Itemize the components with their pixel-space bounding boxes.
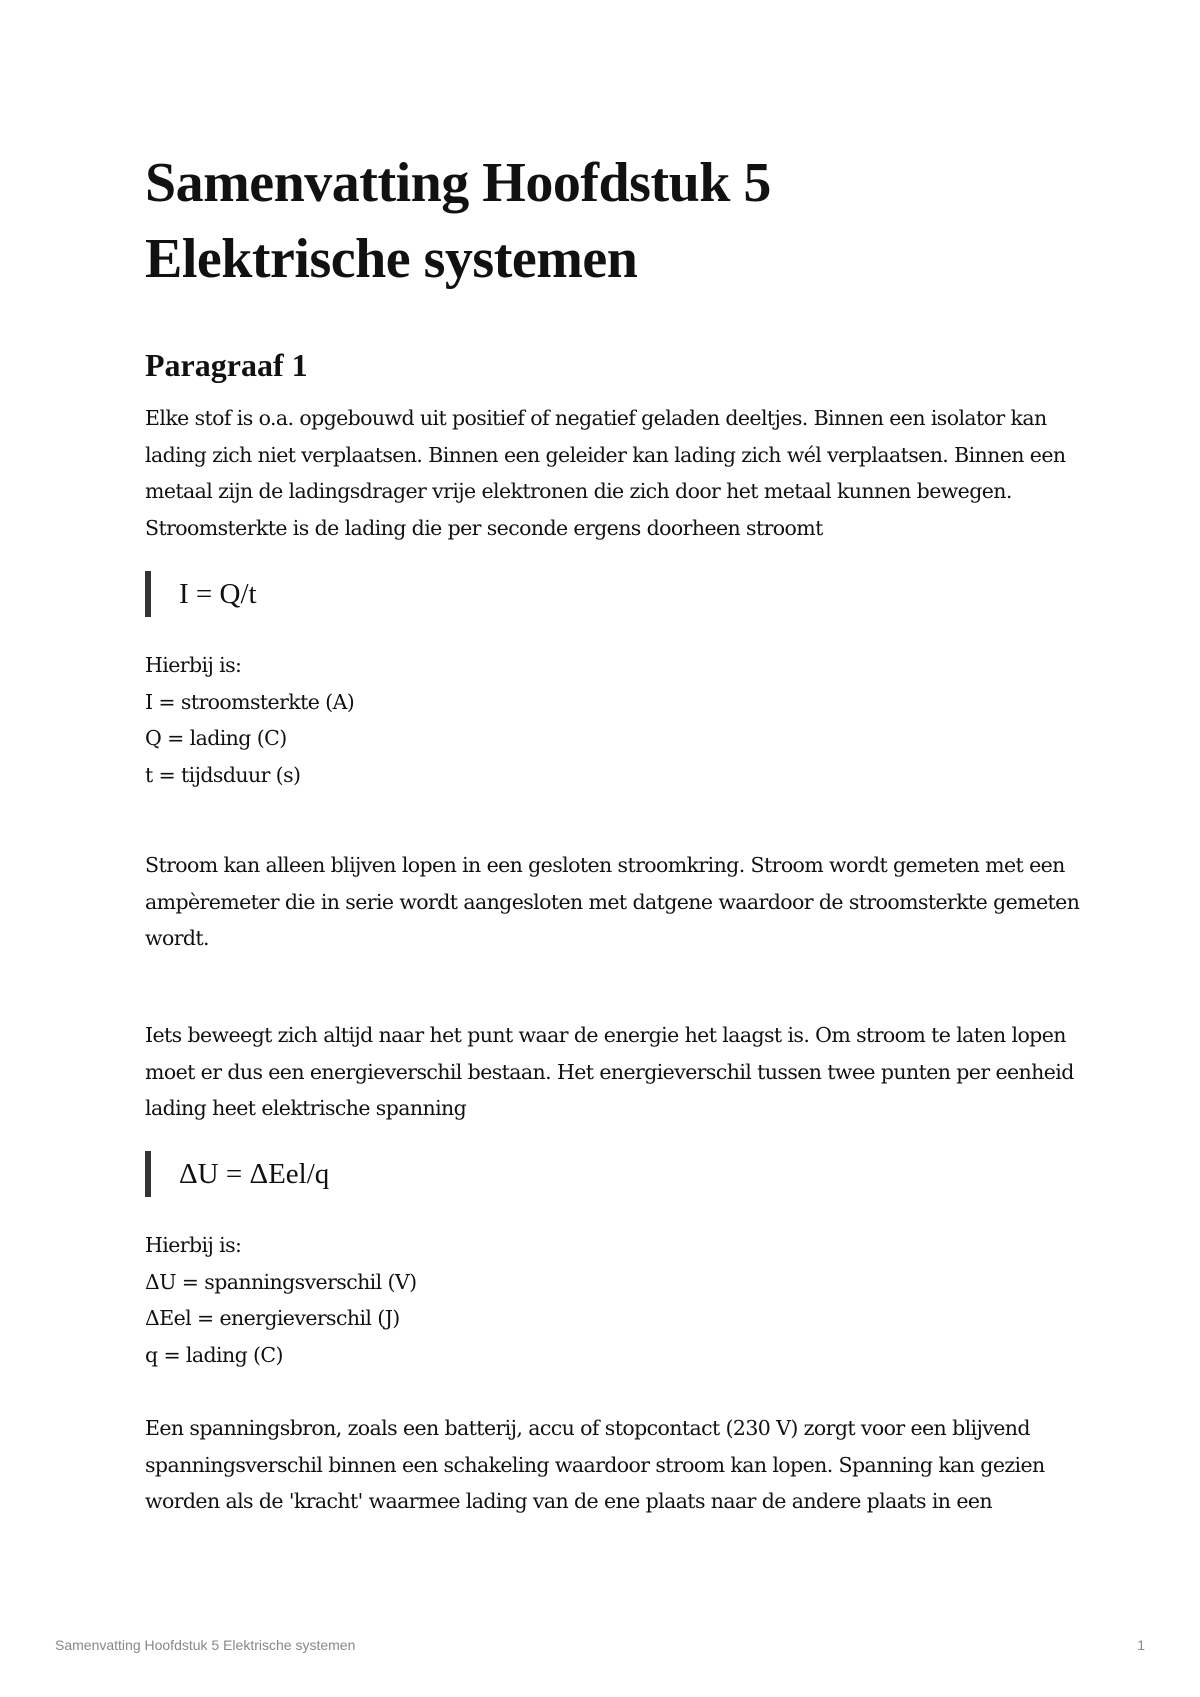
text-line: q = lading (C) (145, 1342, 283, 1367)
voltage-intro-paragraph (145, 1017, 1074, 1127)
text-line: Elke stof is o.a. opgebouwd uit positief of negatief geladen deeltjes. Binnen een isolator kan (145, 406, 1047, 430)
text-line: ΔEel = energieverschil (J) (145, 1306, 400, 1330)
circuit-paragraph (145, 847, 1080, 957)
text-line: Een spanningsbron, zoals een batterij, accu of stopcontact (230 V) zorgt voor een blijvend (145, 1416, 1030, 1440)
current-legend (145, 647, 1070, 793)
document-page (145, 145, 1080, 1513)
footer-page-number: 1 (1137, 1637, 1145, 1653)
text-line: ampèremeter die in serie wordt aangesloten met datgene waardoor de stroomsterkte gemeten (145, 889, 1080, 914)
text-line: Hierbij is: (145, 653, 242, 677)
text-line: lading zich niet verplaatsen. Binnen een geleider kan lading zich wél verplaatsen. Binnen een (145, 442, 1066, 467)
text-line: Stroom kan alleen blijven lopen in een gesloten stroomkring. Stroom wordt gemeten met een (145, 853, 1065, 877)
text-line: ΔU = spanningsverschil (V) (145, 1269, 417, 1294)
document-title-line-1: Samenvatting Hoofdstuk 5 (145, 152, 771, 214)
text-line: moet er dus een energieverschil bestaan. Het energieverschil tussen twee punten per eenheid (145, 1059, 1074, 1084)
text-line: Stroomsterkte is de lading die per seconde ergens doorheen stroomt (145, 515, 823, 540)
text-line: t = tijdsduur (s) (145, 762, 301, 787)
text-line: I = stroomsterkte (A) (145, 689, 355, 714)
text-line: spanningsverschil binnen een schakeling waardoor stroom kan lopen. Spanning kan gezien (145, 1452, 1045, 1477)
intro-paragraph (145, 400, 1070, 546)
voltage-legend (145, 1227, 1070, 1373)
text-line: Iets beweegt zich altijd naar het punt waar de energie het laagst is. Om stroom te laten lopen (145, 1023, 1066, 1047)
formula-voltage: ΔU = ΔEel/q (145, 1151, 329, 1197)
text-line: worden als de 'kracht' waarmee lading van de ene plaats naar de andere plaats in een (145, 1489, 992, 1513)
formula-current: I = Q/t (145, 571, 257, 617)
document-title (145, 145, 1070, 297)
footer-running-title: Samenvatting Hoofdstuk 5 Elektrische systemen (55, 1637, 356, 1653)
text-line: metaal zijn de ladingsdrager vrije elektronen die zich door het metaal kunnen bewegen. (145, 479, 1012, 503)
source-paragraph (145, 1410, 1070, 1520)
text-line: Hierbij is: (145, 1233, 242, 1257)
text-line: Q = lading (C) (145, 726, 287, 750)
document-title-line-2: Elektrische systemen (145, 228, 638, 290)
text-line: lading heet elektrische spanning (145, 1096, 467, 1120)
text-line: wordt. (145, 926, 209, 950)
section-heading: Paragraaf 1 (145, 347, 308, 383)
